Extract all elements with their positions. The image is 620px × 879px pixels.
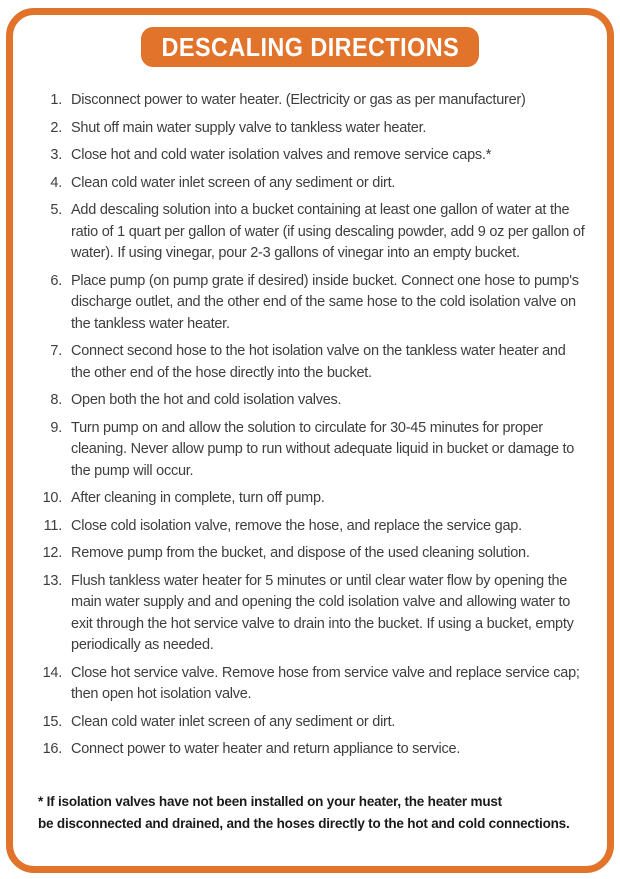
step-number: 5.: [50, 202, 62, 218]
step-text: Shut off main water supply valve to tankless water heater.: [71, 119, 427, 136]
step-text: Turn pump on and allow the solution to circulate for 30-45 minutes for proper cleaning. Never allow pump to run without adequate liquid in bucket or damage to the pump will occur.: [71, 419, 575, 479]
step-number: 9.: [50, 419, 62, 436]
step-number: 14.: [42, 664, 62, 681]
step-number: 13.: [42, 572, 62, 589]
step-item: [13, 516, 587, 538]
step-number: 11.: [43, 517, 62, 534]
step-item: [13, 663, 587, 706]
step-item: [13, 488, 587, 510]
step-number: 1.: [50, 92, 62, 108]
step-item: [13, 712, 587, 734]
title-banner: [141, 27, 479, 67]
step-text: Connect second hose to the hot isolation valve on the tankless water heater and the other end of the hose directly into the bucket.: [71, 343, 566, 381]
page-border: [6, 8, 614, 873]
step-item: [13, 571, 587, 657]
step-number: 6.: [50, 272, 62, 289]
step-text: Close cold isolation valve, remove the hose, and replace the service gap.: [71, 517, 522, 534]
step-number: 15.: [42, 713, 62, 730]
step-number: 2.: [50, 119, 62, 136]
step-item: [13, 90, 587, 112]
step-item: [13, 200, 587, 265]
step-item: [13, 145, 587, 167]
step-text: Open both the hot and cold isolation valves.: [71, 392, 342, 408]
step-text: Connect power to water heater and return appliance to service.: [71, 741, 461, 757]
footnote-line-2: be disconnected and drained, and the hoses directly to the hot and cold connections.: [38, 815, 570, 831]
step-number: 10.: [42, 490, 62, 506]
footnote-line-1: * If isolation valves have not been installed on your heater, the heater must: [38, 793, 502, 809]
footnote: [38, 791, 589, 835]
step-item: [13, 173, 587, 195]
step-text: Close hot service valve. Remove hose from service valve and replace service cap; then open hot isolation valve.: [71, 664, 580, 702]
step-item: [13, 543, 587, 565]
step-text: Remove pump from the bucket, and dispose of the used cleaning solution.: [71, 545, 530, 561]
step-text: Add descaling solution into a bucket containing at least one gallon of water at the ratio of 1 quart per gallon of water (if using descaling powder, add 9 oz per gallon of water). If using vinegar, pour 2-3 gallons of vinegar into an empty bucket.: [71, 202, 585, 261]
step-number: 4.: [50, 174, 62, 191]
step-number: 16.: [42, 741, 62, 757]
step-item: [13, 418, 587, 483]
step-item: [13, 390, 587, 412]
step-text: After cleaning in complete, turn off pump.: [71, 490, 325, 506]
page-title: DESCALING DIRECTIONS: [161, 31, 459, 62]
step-number: 12.: [42, 545, 62, 561]
step-number: 8.: [50, 392, 62, 408]
step-item: [13, 271, 587, 336]
step-text: Clean cold water inlet screen of any sediment or dirt.: [71, 174, 396, 191]
step-number: 3.: [50, 147, 62, 163]
steps-list: [13, 90, 607, 767]
step-item: [13, 341, 587, 384]
step-number: 7.: [50, 343, 62, 359]
step-text: Place pump (on pump grate if desired) inside bucket. Connect one hose to pump's discharge outlet, and the other end of the same hose to the cold isolation valve on the tankless water heater.: [71, 272, 579, 332]
step-text: Clean cold water inlet screen of any sediment or dirt.: [71, 713, 396, 730]
step-text: Close hot and cold water isolation valves and remove service caps.*: [71, 147, 492, 163]
step-item: [13, 118, 587, 140]
step-text: Flush tankless water heater for 5 minutes or until clear water flow by opening the main water supply and and opening the cold isolation valve and allowing water to exit through the hot service valve to drain into the bucket. If using a bucket, empty periodically as needed.: [71, 572, 574, 653]
step-item: [13, 739, 587, 761]
step-text: Disconnect power to water heater. (Electricity or gas as per manufacturer): [71, 92, 526, 108]
